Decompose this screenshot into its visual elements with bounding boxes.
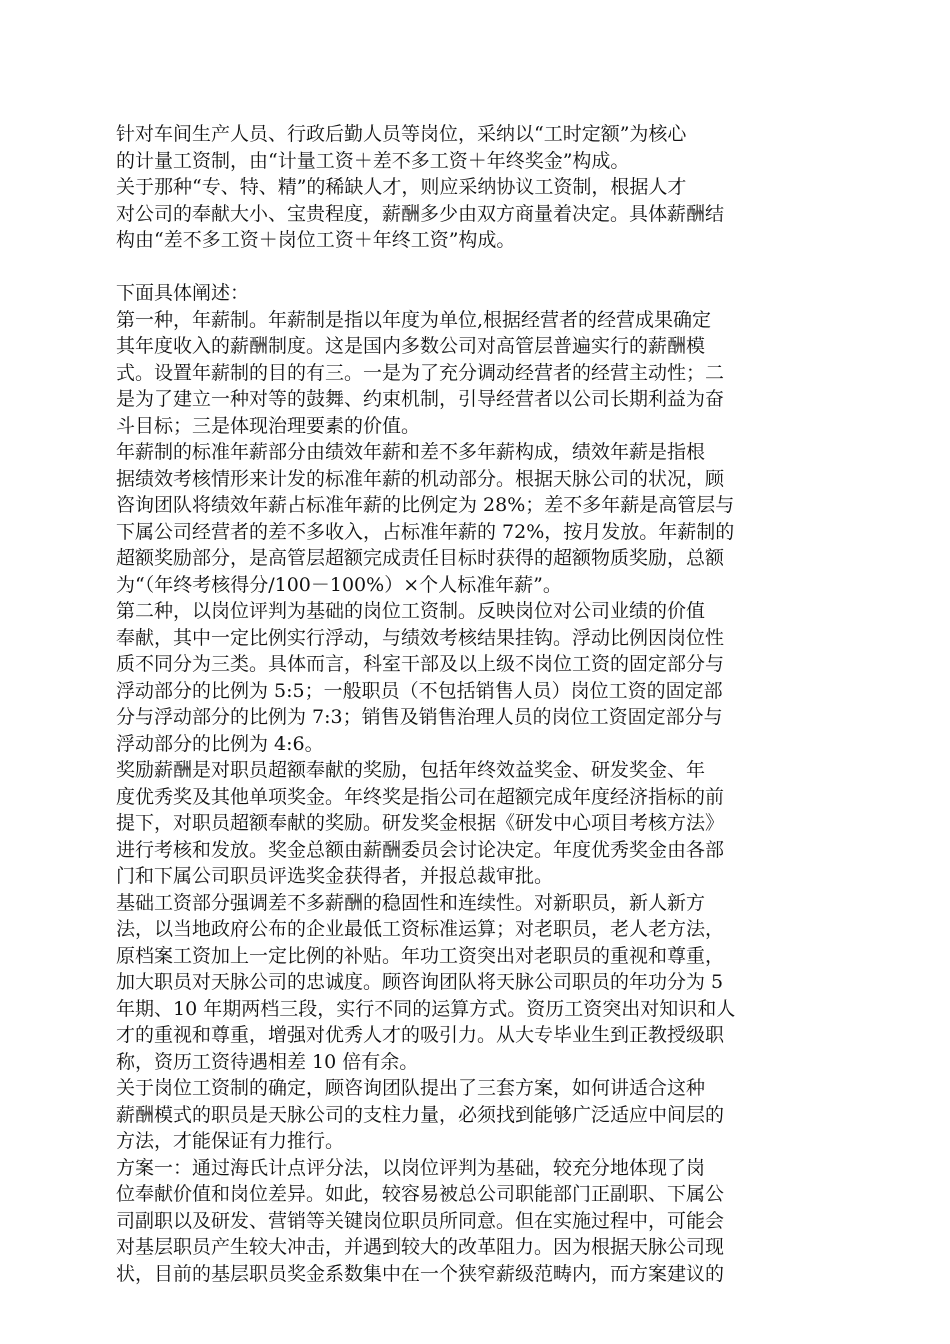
text-line: 加大职员对天脉公司的忠诚度。顾咨询团队将天脉公司职员的年功分为 5 (116, 971, 724, 993)
document-body (116, 121, 832, 1287)
text-line: 下面具体阐述： (116, 282, 250, 304)
text-line: 称，资历工资待遇相差 10 倍有余。 (116, 1050, 419, 1073)
text-line: 关于那种“专、特、精”的稀缺人才，则应采纳协议工资制，根据人才 (116, 176, 687, 198)
text-line: 才的重视和尊重，增强对优秀人才的吸引力。从大专毕业生到正教授级职 (116, 1024, 725, 1046)
text-line: 浮动部分的比例为 5:5；一般职员（不包括销售人员）岗位工资的固定部 (116, 679, 723, 702)
text-line: 奖励薪酬是对职员超额奉献的奖励，包括年终效益奖金、研发奖金、年 (116, 759, 706, 781)
text-line: 对公司的奉献大小、宝贵程度，薪酬多少由双方商量着决定。具体薪酬结 (116, 202, 725, 225)
text-line: 法，以当地政府公布的企业最低工资标准运算；对老职员，老人老方法， (116, 918, 725, 940)
text-line: 是为了建立一种对等的鼓舞、约束机制，引导经营者以公司长期利益为奋 (116, 388, 725, 410)
text-line: 针对车间生产人员、行政后勤人员等岗位，采纳以“工时定额”为核心 (116, 123, 687, 145)
text-line: 基础工资部分强调差不多薪酬的稳固性和连续性。对新职员，新人新方 (116, 891, 706, 914)
text-line: 位奉献价值和岗位差异。如此，较容易被总公司职能部门正副职、下属公 (116, 1183, 725, 1205)
text-line: 年期、10 年期两档三段，实行不同的运算方式。资历工资突出对知识和人 (116, 997, 736, 1020)
text-line: 的计量工资制，由“计量工资＋差不多工资＋年终奖金”构成。 (116, 149, 630, 172)
text-line: 浮动部分的比例为 4:6。 (116, 732, 324, 755)
text-line: 奉献，其中一定比例实行浮动，与绩效考核结果挂钩。浮动比例因岗位性 (116, 626, 725, 649)
text-line: 式。设置年薪制的目的有三。一是为了充分调动经营者的经营主动性；二 (116, 361, 725, 384)
text-line: 方案一：通过海氏计点评分法，以岗位评判为基础，较充分地体现了岗 (116, 1156, 706, 1179)
text-line: 第二种，以岗位评判为基础的岗位工资制。反映岗位对公司业绩的价值 (116, 600, 706, 622)
text-line: 咨询团队将绩效年薪占标准年薪的比例定为 28%；差不多年薪是高管层与 (116, 494, 735, 516)
text-line: 状，目前的基层职员奖金系数集中在一个狭窄薪级范畴内，而方案建议的 (116, 1262, 725, 1285)
text-line: 超额奖励部分，是高管层超额完成责任目标时获得的超额物质奖励，总额 (116, 547, 725, 569)
text-line: 薪酬模式的职员是天脉公司的支柱力量，必须找到能够广泛适应中间层的 (116, 1103, 725, 1126)
text-line: 构由“差不多工资＋岗位工资＋年终工资”构成。 (116, 229, 516, 251)
text-line: 年薪制的标准年薪部分由绩效年薪和差不多年薪构成，绩效年薪是指根 (116, 441, 706, 463)
text-line: 第一种，年薪制。年薪制是指以年度为单位,根据经营者的经营成果确定 (116, 308, 712, 331)
text-line: 对基层职员产生较大冲击，并遇到较大的改革阻力。因为根据天脉公司现 (116, 1236, 725, 1258)
text-line: 质不同分为三类。具体而言，科室干部及以上级不岗位工资的固定部分与 (116, 653, 725, 675)
text-line: 门和下属公司职员评选奖金获得者，并报总裁审批。 (116, 865, 554, 887)
text-line: 据绩效考核情形来计发的标准年薪的机动部分。根据天脉公司的状况，顾 (116, 467, 725, 490)
text-line: 斗目标；三是体现治理要素的价值。 (116, 414, 421, 437)
blank-line (116, 254, 832, 281)
text-line: 进行考核和发放。奖金总额由薪酬委员会讨论决定。年度优秀奖金由各部 (116, 838, 725, 861)
text-line: 分与浮动部分的比例为 7:3；销售及销售治理人员的岗位工资固定部分与 (116, 706, 723, 728)
text-line: 原档案工资加上一定比例的补贴。年功工资突出对老职员的重视和尊重， (116, 944, 725, 967)
text-line: 下属公司经营者的差不多收入，占标准年薪的 72%，按月发放。年薪制的 (116, 520, 735, 543)
text-line: 提下，对职员超额奉献的奖励。研发奖金根据《研发中心项目考核方法》 (116, 812, 725, 834)
text-line: 其年度收入的薪酬制度。这是国内多数公司对高管层普遍实行的薪酬模 (116, 335, 706, 357)
text-line: 度优秀奖及其他单项奖金。年终奖是指公司在超额完成年度经济指标的前 (116, 785, 725, 808)
text-line: 为“（年终考核得分/100－100%）×个人标准年薪”。 (116, 573, 562, 596)
text-line: 方法，才能保证有力推行。 (116, 1130, 345, 1152)
text-line: 司副职以及研发、营销等关键岗位职员所同意。但在实施过程中，可能会 (116, 1209, 725, 1232)
text-line: 关于岗位工资制的确定，顾咨询团队提出了三套方案，如何讲适合这种 (116, 1077, 706, 1099)
